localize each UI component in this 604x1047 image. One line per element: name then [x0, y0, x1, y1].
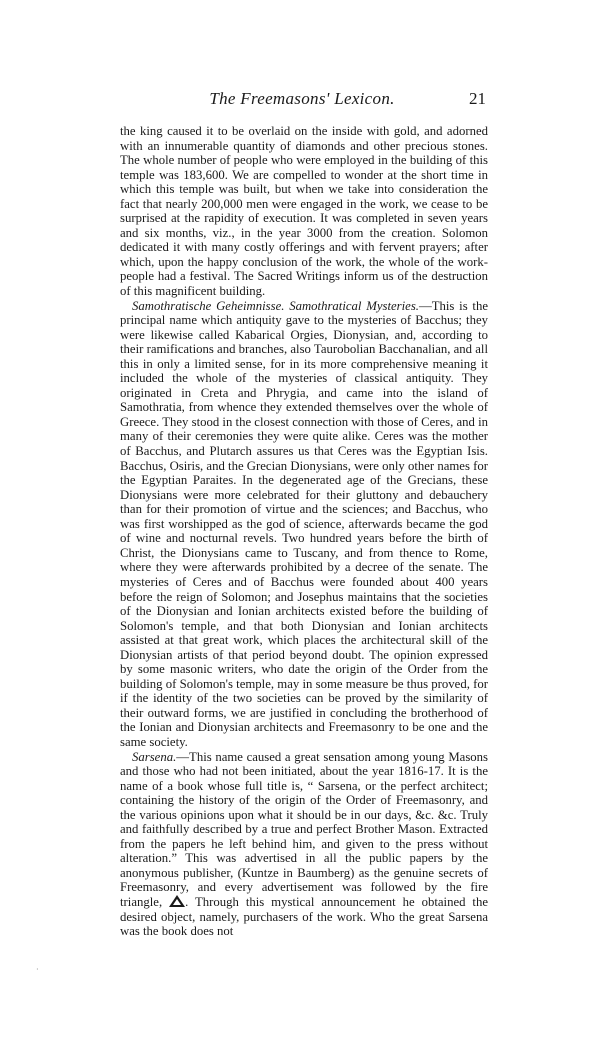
entry-text-sarsena-part1: —This name caused a great sensation among young Masons and those who had not been initiated, about the year 1816-17. It is the name of a book whose full title is, “ Sarsena, or the perfect architect; containing the history of the origin of the Order of Freemasonry, and the various opinions upon what it should be in our days, &c. &c. Truly and faithfully described by a true and perfect Brother Mason. Extracted from the papers he left behind him, and given to the press without alteration.” This was advertised in all the public papers by the anonymous publisher, (Kuntze in Baumberg) as the genuine secrets of Freemasonry, and every advertisement was followed by the fire triangle,: [120, 749, 488, 909]
running-header: [0, 89, 604, 113]
entry-heading-samothratical: Samothratische Geheimnisse. Samothratical Mysteries.: [132, 298, 419, 313]
entry-heading-sarsena: Sarsena.: [132, 749, 177, 764]
entry-text-samothratical: —This is the principal name which antiquity gave to the mysteries of Bacchus; they were likewise called Kabarical Orgies, Dionysian, and, according to their ramifications and branches, also Taurobolian Bacchanalian, and all this in only a limited sense, for in its more comprehensive meaning it included the whole of the mysteries of classical antiquity. They originated in Creta and Phrygia, and came into the island of Samothratia, from whence they extended themselves over the whole of Greece. They stood in the closest connection with those of Ceres, and in many of their ceremonies they were quite alike. Ceres was the mother of Bacchus, and Plutarch assures us that Ceres was the Egyptian Isis. Bacchus, Osiris, and the Grecian Dionysians, were only other names for the Egyptian Paraites. In the degenerated age of the Grecians, these Dionysians were more celebrated for their gluttony and debauchery than for their promotion of virtue and the sciences; and Bacchus, who was first worshipped as the god of science, afterwards became the god of wine and nocturnal revels. Two hundred years before the birth of Christ, the Dionysians came to Tuscany, and from thence to Rome, where they were afterwards prohibited by a decree of the senate. The mysteries of Ceres and of Bacchus were founded about 400 years before the reign of Solomon; and Josephus maintains that the societies of the Dionysian and Ionian architects existed before the building of Solomon's temple, and that both Dionysian and Ionian architects assisted at that great work, which places the architectural skill of the Dionysian artists of that period beyond doubt. The opinion expressed by some masonic writers, who date the origin of the Order from the building of Solomon's temple, may in some measure be thus proved, for if the identity of the two societies can be proved by the similarity of their outward forms, we are justified in concluding the brotherhood of the Ionian and Dionysian architects and Freemasonry to be one and the same society.: [120, 298, 489, 749]
running-title: The Freemasons' Lexicon.: [209, 89, 395, 108]
page-number: 21: [469, 89, 486, 108]
fire-triangle-icon: [169, 895, 185, 907]
body-text: [120, 124, 488, 939]
entry-text-sarsena-part2: . Through this mystical announcement he obtained the desired object, namely, purchasers of the work. Who the great Sarsena was the book does not: [120, 894, 488, 939]
paragraph-sarsena: [120, 750, 488, 939]
paragraph-samothratical: [120, 299, 488, 750]
page-mark: ·: [36, 965, 39, 974]
paragraph-temple: the king caused it to be overlaid on the inside with gold, and adorned with an innumerable quantity of diamonds and other precious stones. The whole number of people who were employed in the building of this temple was 183,600. We are compelled to wonder at the short time in which this temple was built, but when we take into consideration the fact that nearly 200,000 men were engaged in the work, we cease to be surprised at the rapidity of execution. It was completed in seven years and six months, viz., in the year 3000 from the creation. Solomon dedicated it with many costly offerings and with fervent prayers; after which, upon the happy conclusion of the work, the whole of the work-people had a festival. The Sacred Writings inform us of the destruction of this magnificent building.: [120, 124, 488, 299]
